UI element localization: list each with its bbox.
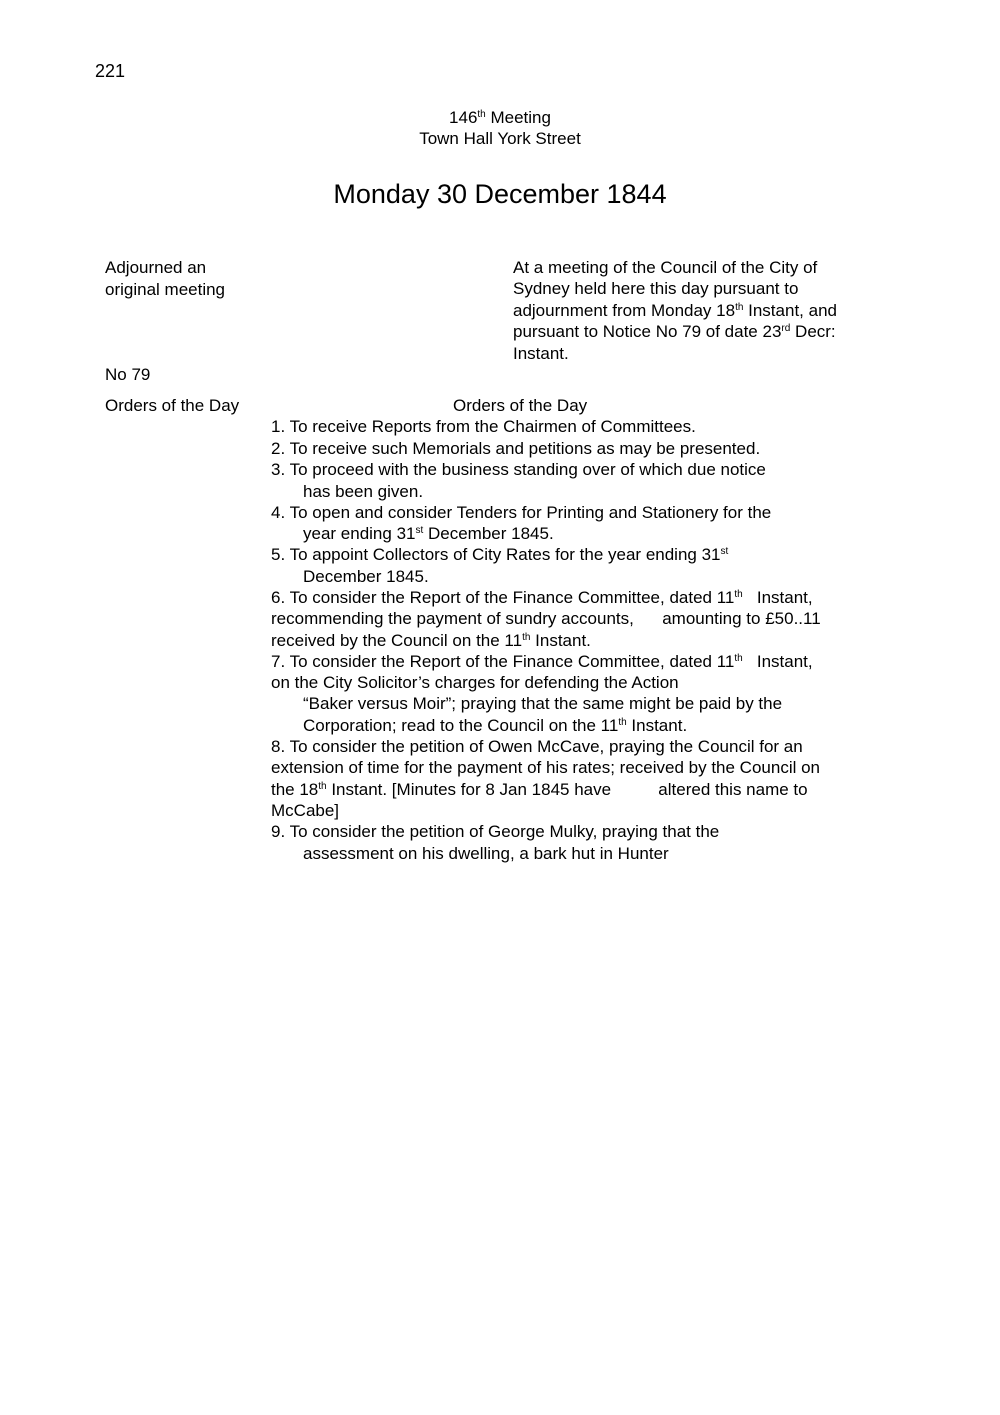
order-item-9-cont: assessment on his dwelling, a bark hut in Hunter — [303, 844, 669, 863]
order-item-7-cont-1: on the City Solicitor’s charges for defending the Action — [271, 673, 679, 692]
order-item-8-cont-2: the 18th Instant. [Minutes for 8 Jan 1845 have altered this name to — [271, 780, 808, 799]
ordinal-suffix: th — [477, 109, 486, 120]
order-item-5: 5. To appoint Collectors of City Rates for the year ending 31st — [271, 545, 729, 564]
order-item-6: 6. To consider the Report of the Finance Committee, dated 11th Instant, — [271, 588, 813, 607]
order-item-8-cont-3: McCabe] — [271, 801, 340, 820]
order-item-3: 3. To proceed with the business standing over of which due notice — [271, 460, 766, 479]
order-item-3-cont: has been given. — [303, 482, 424, 501]
order-item-1: 1. To receive Reports from the Chairmen of Committees. — [271, 417, 696, 436]
meeting-number: 146th Meeting — [449, 108, 551, 127]
margin-note-notice: No 79 — [105, 365, 151, 384]
order-item-4-cont: year ending 31st December 1845. — [303, 524, 554, 543]
meeting-location: Town Hall York Street — [419, 129, 581, 148]
order-item-9: 9. To consider the petition of George Mulky, praying that the — [271, 822, 720, 841]
order-item-6-cont-2: received by the Council on the 11th Instant. — [271, 631, 591, 650]
order-item-4: 4. To open and consider Tenders for Printing and Stationery for the — [271, 503, 772, 522]
margin-note-adjourned-2: original meeting — [105, 280, 226, 299]
margin-note-orders: Orders of the Day — [105, 396, 240, 415]
order-item-8: 8. To consider the petition of Owen McCave, praying the Council for an — [271, 737, 803, 756]
order-item-5-cont: December 1845. — [303, 567, 429, 586]
order-item-7: 7. To consider the Report of the Finance Committee, dated 11th Instant, — [271, 652, 813, 671]
intro-paragraph: At a meeting of the Council of the City of Sydney held here this day pursuant to adjournment from Monday 18th Instant, and pursuant to Notice No 79 of date 23rd Decr: Instant. — [513, 258, 837, 363]
margin-note-adjourned-1: Adjourned an — [105, 258, 207, 277]
order-item-6-cont-1: recommending the payment of sundry accounts, amounting to £50..11 — [271, 609, 821, 628]
meeting-date: Monday 30 December 1844 — [333, 179, 667, 209]
order-item-2: 2. To receive such Memorials and petitions as may be presented. — [271, 439, 761, 458]
order-item-7-cont-2: “Baker versus Moir”; praying that the same might be paid by the — [303, 694, 783, 713]
orders-heading: Orders of the Day — [453, 396, 588, 415]
order-item-8-cont-1: extension of time for the payment of his rates; received by the Council on — [271, 758, 821, 777]
order-item-7-cont-3: Corporation; read to the Council on the 11th Instant. — [303, 716, 688, 735]
page-number: 221 — [95, 61, 126, 81]
